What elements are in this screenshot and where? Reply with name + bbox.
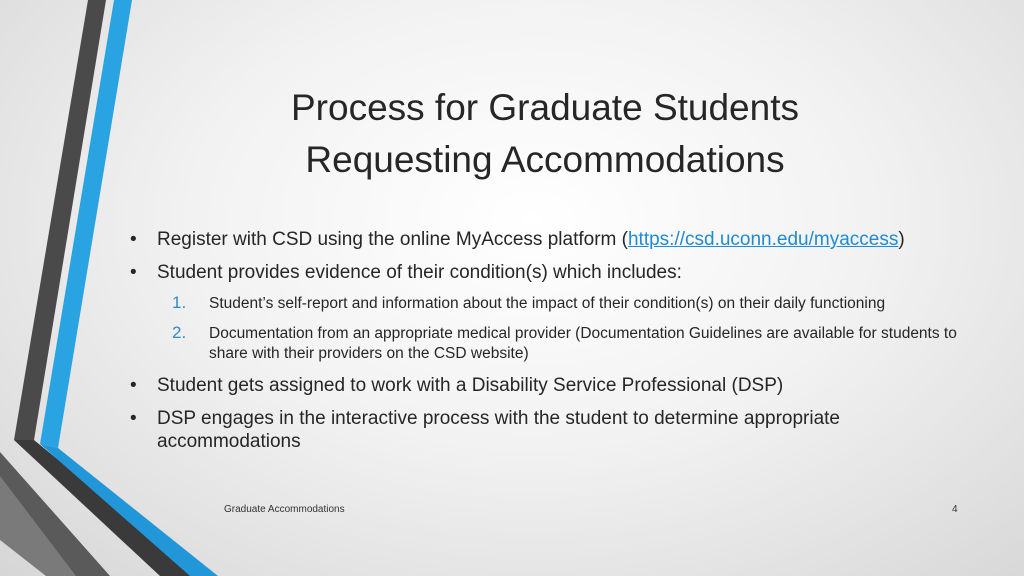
bullet-dot-icon: • (130, 262, 137, 283)
footer-text: Graduate Accommodations (224, 504, 345, 515)
bullet-text: Register with CSD using the online MyAccess platform ( (157, 229, 628, 250)
numbered-item-self-report (172, 294, 960, 314)
bullet-text-suffix: ) (898, 229, 905, 250)
number-label: 2. (172, 323, 187, 342)
bullet-item-interactive-process (130, 407, 960, 453)
bullet-item-dsp-assigned (130, 374, 960, 397)
numbered-item-documentation (172, 324, 960, 364)
myaccess-link[interactable]: https://csd.uconn.edu/myaccess (627, 229, 899, 250)
bullet-dot-icon: • (130, 408, 137, 429)
numbered-text: Student’s self-report and information about the impact of their condition(s) on their daily functioning (209, 295, 886, 312)
page-number: 4 (952, 504, 958, 515)
bullet-item-evidence (130, 261, 960, 284)
bullet-dot-icon: • (130, 375, 137, 396)
slide-title (240, 82, 850, 186)
title-line-2: Requesting Accommodations (305, 139, 785, 180)
title-line-1: Process for Graduate Students (291, 87, 799, 128)
numbered-text: Documentation from an appropriate medical provider (Documentation Guidelines are available for students to share with their providers on the CSD website) (209, 325, 957, 362)
bullet-list (130, 228, 960, 463)
bullet-item-register (130, 228, 960, 251)
number-label: 1. (172, 293, 187, 312)
bullet-text: Student gets assigned to work with a Disability Service Professional (DSP) (157, 375, 784, 396)
bullet-text: Student provides evidence of their condition(s) which includes: (157, 262, 682, 283)
bullet-text: DSP engages in the interactive process with the student to determine appropriate accommodations (157, 408, 840, 452)
bullet-dot-icon: • (130, 229, 137, 250)
